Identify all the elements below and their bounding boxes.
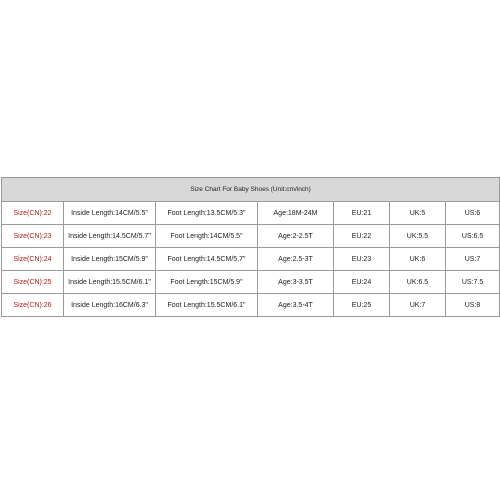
uk-size-cell: UK:6.5 [390,271,446,294]
table-row [2,271,500,294]
foot-length-cell: Foot Length:15CM/5.9" [156,271,258,294]
age-cell: Age:2.5-3T [258,248,334,271]
us-size-cell: US:6.5 [446,225,500,248]
foot-length-cell: Foot Length:14.5CM/5.7" [156,248,258,271]
size-chart-table [1,177,500,317]
inside-length-cell: Inside Length:14.5CM/5.7" [64,225,156,248]
inside-length-cell: Inside Length:14CM/5.5" [64,202,156,225]
foot-length-cell: Foot Length:15.5CM/6.1" [156,294,258,317]
us-size-cell: US:8 [446,294,500,317]
size-cell: Size(CN):23 [2,225,64,248]
inside-length-cell: Inside Length:16CM/6.3" [64,294,156,317]
age-cell: Age:3.5-4T [258,294,334,317]
age-cell: Age:3-3.5T [258,271,334,294]
eu-size-cell: EU:22 [334,225,390,248]
uk-size-cell: UK:5.5 [390,225,446,248]
uk-size-cell: UK:6 [390,248,446,271]
size-cell: Size(CN):22 [2,202,64,225]
foot-length-cell: Foot Length:13.5CM/5.3" [156,202,258,225]
size-cell: Size(CN):24 [2,248,64,271]
foot-length-cell: Foot Length:14CM/5.5" [156,225,258,248]
us-size-cell: US:7.5 [446,271,500,294]
table-row [2,225,500,248]
inside-length-cell: Inside Length:15.5CM/6.1" [64,271,156,294]
table-row [2,248,500,271]
inside-length-cell: Inside Length:15CM/5.9" [64,248,156,271]
age-cell: Age:18M-24M [258,202,334,225]
table-title: Size Chart For Baby Shoes (Unit:cm/inch) [2,178,500,202]
table-header-row [2,178,500,202]
us-size-cell: US:7 [446,248,500,271]
size-cell: Size(CN):26 [2,294,64,317]
table-row [2,202,500,225]
table-row [2,294,500,317]
eu-size-cell: EU:25 [334,294,390,317]
eu-size-cell: EU:21 [334,202,390,225]
uk-size-cell: UK:5 [390,202,446,225]
size-cell: Size(CN):25 [2,271,64,294]
eu-size-cell: EU:23 [334,248,390,271]
eu-size-cell: EU:24 [334,271,390,294]
uk-size-cell: UK:7 [390,294,446,317]
age-cell: Age:2-2.5T [258,225,334,248]
us-size-cell: US:6 [446,202,500,225]
